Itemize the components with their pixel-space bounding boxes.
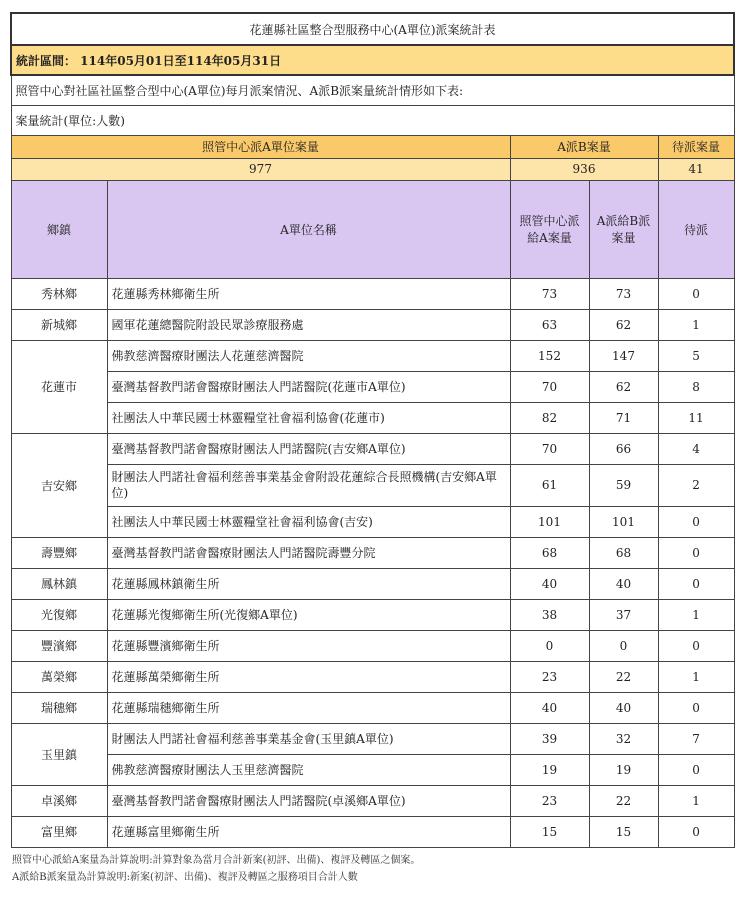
pending-cell: 1 — [658, 599, 734, 630]
a-cases-cell: 0 — [510, 630, 589, 661]
pending-cell: 0 — [658, 568, 734, 599]
town-cell: 豐濱鄉 — [11, 630, 107, 661]
pending-cell: 1 — [658, 661, 734, 692]
pending-cell: 8 — [658, 371, 734, 402]
a-cases-cell: 40 — [510, 568, 589, 599]
b-cases-cell: 32 — [589, 723, 658, 754]
a-cases-cell: 19 — [510, 754, 589, 785]
table-row — [11, 278, 734, 309]
pending-cell: 0 — [658, 506, 734, 537]
unit-name-cell: 花蓮縣萬榮鄉衛生所 — [107, 661, 510, 692]
unit-name-cell: 花蓮縣瑞穗鄉衛生所 — [107, 692, 510, 723]
column-header-pending: 待派 — [658, 180, 734, 278]
pending-cell: 11 — [658, 402, 734, 433]
unit-name-cell: 花蓮縣秀林鄉衛生所 — [107, 278, 510, 309]
a-cases-cell: 15 — [510, 816, 589, 847]
unit-name-cell: 花蓮縣富里鄉衛生所 — [107, 816, 510, 847]
a-cases-cell: 38 — [510, 599, 589, 630]
column-header-town: 鄉鎮 — [11, 180, 107, 278]
column-header-a-cases: 照管中心派給A案量 — [510, 180, 589, 278]
b-cases-cell: 101 — [589, 506, 658, 537]
column-header-b-cases: A派給B派案量 — [589, 180, 658, 278]
description-note: 照管中心對社區社區整合型中心(A單位)每月派案情況、A派B派案量統計情形如下表: — [11, 75, 734, 105]
town-cell: 壽豐鄉 — [11, 537, 107, 568]
footnote-a-cases: 照管中心派給A案量為計算說明:計算對象為當月合計新案(初評、出備)、複評及轉區之個案。 — [12, 855, 421, 866]
table-row — [11, 537, 734, 568]
table-row — [11, 340, 734, 371]
footnote-b-cases: A派給B派案量為計算說明:新案(初評、出備)、複評及轉區之服務項目合計人數 — [12, 872, 358, 883]
statistics-period: 統計區間： 114年05月01日至114年05月31日 — [11, 45, 734, 75]
a-cases-cell: 152 — [510, 340, 589, 371]
a-cases-cell: 68 — [510, 537, 589, 568]
a-cases-cell: 101 — [510, 506, 589, 537]
b-cases-cell: 0 — [589, 630, 658, 661]
town-cell: 鳳林鎮 — [11, 568, 107, 599]
pending-cell: 7 — [658, 723, 734, 754]
unit-name-cell: 國軍花蓮總醫院附設民眾診療服務處 — [107, 309, 510, 340]
table-row — [11, 464, 734, 506]
b-cases-cell: 73 — [589, 278, 658, 309]
town-cell: 富里鄉 — [11, 816, 107, 847]
b-cases-cell: 19 — [589, 754, 658, 785]
unit-name-cell: 臺灣基督教門諾會醫療財團法人門諾醫院(花蓮市A單位) — [107, 371, 510, 402]
table-row — [11, 402, 734, 433]
table-row — [11, 309, 734, 340]
b-cases-cell: 15 — [589, 816, 658, 847]
unit-name-cell: 財團法人門諾社會福利慈善事業基金會(玉里鎮A單位) — [107, 723, 510, 754]
b-cases-cell: 22 — [589, 661, 658, 692]
b-cases-cell: 68 — [589, 537, 658, 568]
pending-cell: 1 — [658, 785, 734, 816]
summary-label-a-cases: 照管中心派A單位案量 — [11, 135, 510, 158]
column-header-unit: A單位名稱 — [107, 180, 510, 278]
town-cell: 花蓮市 — [11, 340, 107, 433]
pending-cell: 1 — [658, 309, 734, 340]
town-cell: 卓溪鄉 — [11, 785, 107, 816]
unit-name-cell: 臺灣基督教門諾會醫療財團法人門諾醫院(卓溪鄉A單位) — [107, 785, 510, 816]
town-cell: 光復鄉 — [11, 599, 107, 630]
table-row — [11, 754, 734, 785]
pending-cell: 0 — [658, 278, 734, 309]
b-cases-cell: 62 — [589, 309, 658, 340]
unit-name-cell: 財團法人門諾社會福利慈善事業基金會附設花蓮綜合長照機構(吉安鄉A單位) — [107, 464, 510, 506]
pending-cell: 0 — [658, 754, 734, 785]
b-cases-cell: 22 — [589, 785, 658, 816]
pending-cell: 2 — [658, 464, 734, 506]
unit-name-cell: 社團法人中華民國士林靈糧堂社會福利協會(花蓮市) — [107, 402, 510, 433]
town-cell: 萬榮鄉 — [11, 661, 107, 692]
unit-name-cell: 佛教慈濟醫療財團法人玉里慈濟醫院 — [107, 754, 510, 785]
summary-value-b-cases: 936 — [510, 158, 658, 180]
town-cell: 玉里鎮 — [11, 723, 107, 785]
table-row — [11, 506, 734, 537]
a-cases-cell: 23 — [510, 661, 589, 692]
unit-note: 案量統計(單位:人數) — [11, 105, 734, 135]
town-cell: 瑞穗鄉 — [11, 692, 107, 723]
pending-cell: 0 — [658, 630, 734, 661]
a-cases-cell: 70 — [510, 433, 589, 464]
unit-name-cell: 花蓮縣豐濱鄉衛生所 — [107, 630, 510, 661]
b-cases-cell: 62 — [589, 371, 658, 402]
a-cases-cell: 73 — [510, 278, 589, 309]
town-cell: 吉安鄉 — [11, 433, 107, 537]
b-cases-cell: 40 — [589, 568, 658, 599]
a-cases-cell: 61 — [510, 464, 589, 506]
b-cases-cell: 37 — [589, 599, 658, 630]
a-cases-cell: 82 — [510, 402, 589, 433]
table-row — [11, 433, 734, 464]
b-cases-cell: 40 — [589, 692, 658, 723]
table-row — [11, 723, 734, 754]
table-row — [11, 816, 734, 847]
table-row — [11, 371, 734, 402]
pending-cell: 0 — [658, 816, 734, 847]
a-cases-cell: 70 — [510, 371, 589, 402]
summary-value-a-cases: 977 — [11, 158, 510, 180]
unit-name-cell: 臺灣基督教門諾會醫療財團法人門諾醫院(吉安鄉A單位) — [107, 433, 510, 464]
unit-name-cell: 社團法人中華民國士林靈糧堂社會福利協會(吉安) — [107, 506, 510, 537]
pending-cell: 0 — [658, 692, 734, 723]
table-row — [11, 692, 734, 723]
summary-value-pending: 41 — [658, 158, 734, 180]
b-cases-cell: 71 — [589, 402, 658, 433]
town-cell: 秀林鄉 — [11, 278, 107, 309]
a-cases-cell: 39 — [510, 723, 589, 754]
table-row — [11, 661, 734, 692]
unit-name-cell: 臺灣基督教門諾會醫療財團法人門諾醫院壽豐分院 — [107, 537, 510, 568]
dispatch-statistics-table — [10, 12, 735, 848]
table-row — [11, 599, 734, 630]
a-cases-cell: 40 — [510, 692, 589, 723]
summary-label-pending: 待派案量 — [658, 135, 734, 158]
page-title: 花蓮縣社區整合型服務中心(A單位)派案統計表 — [11, 13, 734, 45]
town-cell: 新城鄉 — [11, 309, 107, 340]
summary-label-b-cases: A派B案量 — [510, 135, 658, 158]
b-cases-cell: 59 — [589, 464, 658, 506]
table-row — [11, 785, 734, 816]
pending-cell: 4 — [658, 433, 734, 464]
b-cases-cell: 147 — [589, 340, 658, 371]
table-row — [11, 630, 734, 661]
pending-cell: 5 — [658, 340, 734, 371]
unit-name-cell: 佛教慈濟醫療財團法人花蓮慈濟醫院 — [107, 340, 510, 371]
unit-name-cell: 花蓮縣鳳林鎮衛生所 — [107, 568, 510, 599]
a-cases-cell: 23 — [510, 785, 589, 816]
pending-cell: 0 — [658, 537, 734, 568]
unit-name-cell: 花蓮縣光復鄉衛生所(光復鄉A單位) — [107, 599, 510, 630]
table-row — [11, 568, 734, 599]
a-cases-cell: 63 — [510, 309, 589, 340]
b-cases-cell: 66 — [589, 433, 658, 464]
